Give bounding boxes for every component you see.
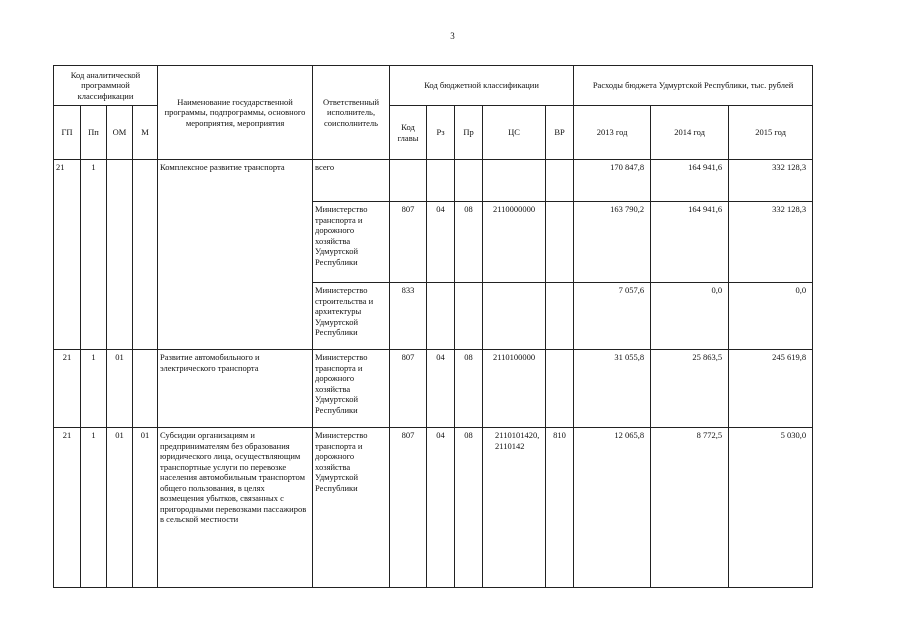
cell-cs: 2110101420, 2110142 [483,428,546,588]
cell-glava: 807 [390,428,427,588]
cell-executor: Министерство строительства и архитектуры Удмуртской Республики [313,283,390,350]
cell-vr [546,202,574,283]
page-number: 3 [450,31,455,41]
cell-2015: 5 030,0 [729,428,813,588]
cell-vr [546,283,574,350]
cell-m [133,350,158,428]
cell-rz: 04 [427,202,455,283]
cell-gp: 21 [54,160,81,350]
cell-2013: 12 065,8 [574,428,651,588]
cell-glava: 807 [390,202,427,283]
header-name: Наименование государственной программы, подпрограммы, основного мероприятия, мероприятия [158,66,313,160]
header-year-2013: 2013 год [574,106,651,160]
header-pr: Пр [455,106,483,160]
cell-vr: 810 [546,428,574,588]
cell-glava: 833 [390,283,427,350]
cell-pr: 08 [455,428,483,588]
cell-cs: 2110100000 [483,350,546,428]
cell-2013: 163 790,2 [574,202,651,283]
cell-executor: Министерство транспорта и дорожного хозяйства Удмуртской Республики [313,428,390,588]
cell-vr [546,160,574,202]
header-expenses: Расходы бюджета Удмуртской Республики, тыс. рублей [574,66,813,106]
header-pp: Пп [81,106,107,160]
cell-pr [455,283,483,350]
header-rz: Рз [427,106,455,160]
cell-pp: 1 [81,160,107,350]
header-gp: ГП [54,106,81,160]
cell-2014: 0,0 [651,283,729,350]
cell-cs [483,283,546,350]
cell-pr [455,160,483,202]
cell-2013: 31 055,8 [574,350,651,428]
cell-om [107,160,133,350]
cell-pp: 1 [81,428,107,588]
cell-2015: 0,0 [729,283,813,350]
cell-pp: 1 [81,350,107,428]
cell-executor: Министерство транспорта и дорожного хозяйства Удмуртской Республики [313,202,390,283]
header-cs: ЦС [483,106,546,160]
cell-2013: 170 847,8 [574,160,651,202]
header-m: М [133,106,158,160]
header-code-glavy: Код главы [390,106,427,160]
header-year-2014: 2014 год [651,106,729,160]
cell-rz [427,283,455,350]
cell-cs: 2110000000 [483,202,546,283]
header-vr: ВР [546,106,574,160]
cell-2015: 332 128,3 [729,202,813,283]
header-year-2015: 2015 год [729,106,813,160]
cell-glava: 807 [390,350,427,428]
cell-name: Субсидии организациям и предпринимателям без образования юридического лица, осуществляющим транспортные услуги по перевозке населения автомобильным транспортом общего пользования, в целях возмещения убытков, связанных с пригородными перевозками пассажиров в сельской местности [158,428,313,588]
cell-executor: всего [313,160,390,202]
cell-rz: 04 [427,350,455,428]
cell-cs [483,160,546,202]
cell-2013: 7 057,6 [574,283,651,350]
cell-2015: 245 619,8 [729,350,813,428]
cell-om: 01 [107,428,133,588]
cell-2014: 164 941,6 [651,202,729,283]
cell-rz: 04 [427,428,455,588]
cell-executor: Министерство транспорта и дорожного хозяйства Удмуртской Республики [313,350,390,428]
header-om: ОМ [107,106,133,160]
header-analytic-code: Код аналитической программной классификации [54,66,158,106]
cell-name: Комплексное развитие транспорта [158,160,313,350]
cell-2014: 8 772,5 [651,428,729,588]
cell-glava [390,160,427,202]
cell-2014: 164 941,6 [651,160,729,202]
cell-2014: 25 863,5 [651,350,729,428]
table-row [54,160,813,202]
cell-gp: 21 [54,350,81,428]
table-row [54,350,813,428]
budget-table [53,65,813,588]
cell-pr: 08 [455,350,483,428]
cell-m [133,160,158,350]
cell-pr: 08 [455,202,483,283]
cell-name: Развитие автомобильного и электрического транспорта [158,350,313,428]
header-executor: Ответственный исполнитель, соисполнитель [313,66,390,160]
cell-gp: 21 [54,428,81,588]
cell-om: 01 [107,350,133,428]
table-row [54,428,813,588]
cell-rz [427,160,455,202]
cell-vr [546,350,574,428]
cell-m: 01 [133,428,158,588]
cell-2015: 332 128,3 [729,160,813,202]
header-budget-code: Код бюджетной классификации [390,66,574,106]
